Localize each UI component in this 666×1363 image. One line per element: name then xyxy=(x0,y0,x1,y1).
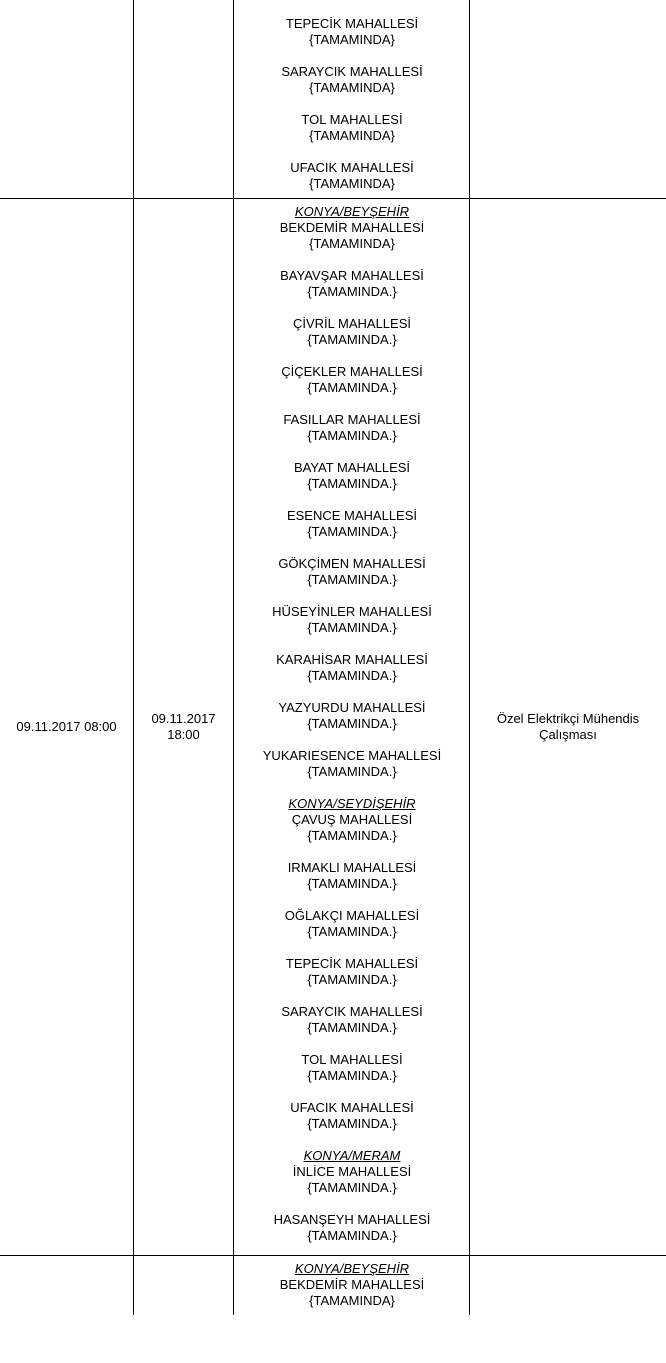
coverage-scope: {TAMAMINDA.} xyxy=(307,284,397,299)
coverage-scope: {TAMAMINDA.} xyxy=(307,380,397,395)
neighborhood-name: UFACIK MAHALLESİ xyxy=(290,160,414,175)
region-heading: KONYA/BEYŞEHİR xyxy=(294,204,410,219)
neighborhood-name: TOL MAHALLESİ xyxy=(301,112,403,127)
neighborhood-name: ÇAVUŞ MAHALLESİ xyxy=(291,812,413,827)
end-time: 18:00 xyxy=(167,727,200,742)
location-entry xyxy=(234,908,470,940)
location-entry xyxy=(234,364,470,396)
coverage-scope: {TAMAMINDA} xyxy=(309,236,395,251)
coverage-scope: {TAMAMINDA.} xyxy=(307,972,397,987)
coverage-scope: {TAMAMINDA.} xyxy=(307,524,397,539)
coverage-scope: {TAMAMINDA.} xyxy=(307,924,397,939)
location-entry xyxy=(234,1004,470,1036)
location-entry xyxy=(234,412,470,444)
location-entry xyxy=(234,204,470,252)
coverage-scope: {TAMAMINDA.} xyxy=(307,620,397,635)
location-entry xyxy=(234,956,470,988)
coverage-scope: {TAMAMINDA} xyxy=(309,1293,395,1308)
neighborhood-name: BAYAVŞAR MAHALLESİ xyxy=(280,268,424,283)
coverage-scope: {TAMAMINDA.} xyxy=(307,668,397,683)
location-entry xyxy=(234,1148,470,1196)
reason-line-2: Çalışması xyxy=(539,727,597,742)
location-entry xyxy=(234,160,470,192)
neighborhood-name: SARAYCIK MAHALLESİ xyxy=(281,64,423,79)
coverage-scope: {TAMAMINDA.} xyxy=(307,1180,397,1195)
end-datetime xyxy=(134,711,233,743)
location-entry xyxy=(234,700,470,732)
reason xyxy=(470,711,666,743)
neighborhood-name: YAZYURDU MAHALLESİ xyxy=(278,700,426,715)
row-divider-1 xyxy=(0,198,666,199)
location-entry xyxy=(234,16,470,48)
neighborhood-name: ÇİÇEKLER MAHALLESİ xyxy=(281,364,423,379)
start-datetime: 09.11.2017 08:00 xyxy=(16,719,117,734)
location-entry xyxy=(234,268,470,300)
location-entry xyxy=(234,1100,470,1132)
coverage-scope: {TAMAMINDA.} xyxy=(307,876,397,891)
coverage-scope: {TAMAMINDA} xyxy=(309,80,395,95)
neighborhood-name: OĞLAKÇI MAHALLESİ xyxy=(284,908,420,923)
region-heading: KONYA/SEYDİŞEHİR xyxy=(288,796,416,811)
coverage-scope: {TAMAMINDA} xyxy=(309,128,395,143)
end-date: 09.11.2017 xyxy=(151,711,216,726)
coverage-scope: {TAMAMINDA.} xyxy=(307,1116,397,1131)
coverage-scope: {TAMAMINDA.} xyxy=(307,1228,397,1243)
location-entry xyxy=(234,1052,470,1084)
neighborhood-name: IRMAKLI MAHALLESİ xyxy=(287,860,417,875)
neighborhood-name: UFACIK MAHALLESİ xyxy=(290,1100,414,1115)
coverage-scope: {TAMAMINDA.} xyxy=(307,572,397,587)
neighborhood-name: BAYAT MAHALLESİ xyxy=(293,460,411,475)
neighborhood-name: KARAHİSAR MAHALLESİ xyxy=(276,652,428,667)
neighborhood-name: TEPECİK MAHALLESİ xyxy=(285,16,419,31)
reason-line-1: Özel Elektrikçi Mühendis xyxy=(496,711,640,726)
neighborhood-name: SARAYCIK MAHALLESİ xyxy=(281,1004,423,1019)
neighborhood-name: YUKARIESENCE MAHALLESİ xyxy=(262,748,442,763)
neighborhood-name: ÇİVRİL MAHALLESİ xyxy=(292,316,411,331)
location-entry xyxy=(234,556,470,588)
location-entry xyxy=(234,460,470,492)
neighborhood-name: HASANŞEYH MAHALLESİ xyxy=(273,1212,431,1227)
coverage-scope: {TAMAMINDA.} xyxy=(307,828,397,843)
coverage-scope: {TAMAMINDA.} xyxy=(307,476,397,491)
coverage-scope: {TAMAMINDA.} xyxy=(307,332,397,347)
neighborhood-name: ESENCE MAHALLESİ xyxy=(286,508,418,523)
neighborhood-name: GÖKÇİMEN MAHALLESİ xyxy=(278,556,426,571)
location-entry xyxy=(234,316,470,348)
location-entry xyxy=(234,1212,470,1244)
location-entry xyxy=(234,652,470,684)
location-entry xyxy=(234,604,470,636)
location-entry xyxy=(234,112,470,144)
coverage-scope: {TAMAMINDA.} xyxy=(307,1020,397,1035)
neighborhood-name: İNLİCE MAHALLESİ xyxy=(292,1164,412,1179)
neighborhood-name: FASILLAR MAHALLESİ xyxy=(283,412,421,427)
row-divider-2 xyxy=(0,1255,666,1256)
coverage-scope: {TAMAMINDA} xyxy=(309,176,395,191)
region-heading: KONYA/BEYŞEHİR xyxy=(294,1261,410,1276)
location-entry xyxy=(234,748,470,780)
location-entry xyxy=(234,1261,470,1309)
neighborhood-name: BEKDEMİR MAHALLESİ xyxy=(279,1277,425,1292)
coverage-scope: {TAMAMINDA.} xyxy=(307,716,397,731)
neighborhood-name: BEKDEMİR MAHALLESİ xyxy=(279,220,425,235)
coverage-scope: {TAMAMINDA.} xyxy=(307,1068,397,1083)
neighborhood-name: TOL MAHALLESİ xyxy=(301,1052,403,1067)
region-heading: KONYA/MERAM xyxy=(303,1148,401,1163)
location-entry xyxy=(234,860,470,892)
location-entry xyxy=(234,796,470,844)
neighborhood-name: TEPECİK MAHALLESİ xyxy=(285,956,419,971)
location-entry xyxy=(234,508,470,540)
coverage-scope: {TAMAMINDA.} xyxy=(307,428,397,443)
coverage-scope: {TAMAMINDA} xyxy=(309,32,395,47)
coverage-scope: {TAMAMINDA.} xyxy=(307,764,397,779)
location-entry xyxy=(234,64,470,96)
neighborhood-name: HÜSEYİNLER MAHALLESİ xyxy=(272,604,432,619)
